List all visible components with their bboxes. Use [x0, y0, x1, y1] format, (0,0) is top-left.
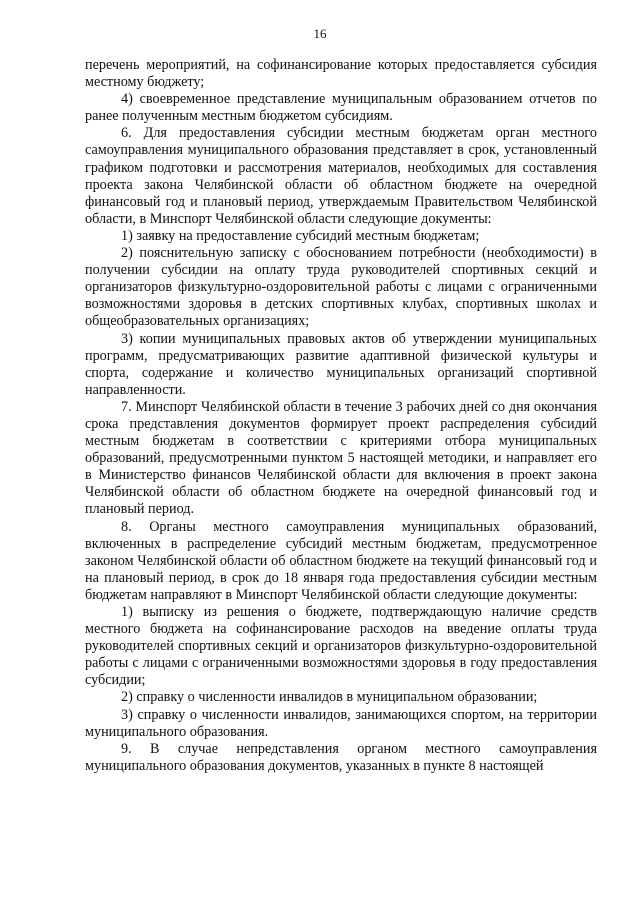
paragraph: перечень мероприятий, на софинансирование которых предоставляется субсидия местному бюджету;: [85, 57, 597, 91]
paragraph: 3) справку о численности инвалидов, занимающихся спортом, на территории муниципального образования.: [85, 706, 597, 740]
paragraph: 4) своевременное представление муниципальным образованием отчетов по ранее полученным местным бюджетом субсидиям.: [85, 91, 597, 125]
paragraph: 3) копии муниципальных правовых актов об утверждении муниципальных программ, предусматривающих развитие адаптивной физической культуры и спорта, содержание и количество муниципальных организаций спортивной направленности.: [85, 330, 597, 398]
paragraph: 1) заявку на предоставление субсидий местным бюджетам;: [121, 227, 480, 244]
paragraph: 2) справку о численности инвалидов в муниципальном образовании;: [121, 689, 538, 706]
paragraph: 9. В случае непредставления органом местного самоуправления муниципального образования документов, указанных в пункте 8 настоящей: [85, 740, 597, 774]
paragraph: 7. Минспорт Челябинской области в течение 3 рабочих дней со дня окончания срока представления документов формирует проект распределения субсидий местным бюджетам в соответствии с критериями отбора муниципальных образований, предусмотренными пунктом 5 настоящей методики, и направляет его в Министерство финансов Челябинской области для включения в проект закона Челябинской области об областном бюджете на очередной финансовый год и плановый период.: [85, 398, 597, 518]
paragraph: 1) выписку из решения о бюджете, подтверждающую наличие средств местного бюджета на софинансирование расходов на введение оплаты труда руководителей спортивных секций и организаторов физкультурно-оздоровительной работы с лицами с ограниченными возможностями здоровья в году предоставления субсидии;: [85, 604, 597, 689]
paragraph: 8. Органы местного самоуправления муниципальных образований, включенных в распределение субсидий местным бюджетам, предусмотренное законом Челябинской области об областном бюджете на текущий финансовый год и на плановый период, в срок до 18 января года предоставления субсидии местным бюджетам направляют в Минспорт Челябинской области следующие документы:: [85, 518, 597, 603]
document-body: [85, 57, 597, 775]
page-number: 16: [313, 26, 327, 41]
paragraph: 2) пояснительную записку с обоснованием потребности (необходимости) в получении субсидии на оплату труда руководителей спортивных секций и организаторов физкультурно-оздоровительной работы с лицами с ограниченными возможностями здоровья в детских спортивных клубах, спортивных школах и общеобразовательных организациях;: [85, 245, 597, 330]
paragraph: 6. Для предоставления субсидии местным бюджетам орган местного самоуправления муниципального образования представляет в срок, установленный графиком подготовки и рассмотрения материалов, необходимых для составления проекта закона Челябинской области об областном бюджете на очередной финансовый год и плановый период, утверждаемым Правительством Челябинской области, в Минспорт Челябинской области следующие документы:: [85, 125, 597, 227]
